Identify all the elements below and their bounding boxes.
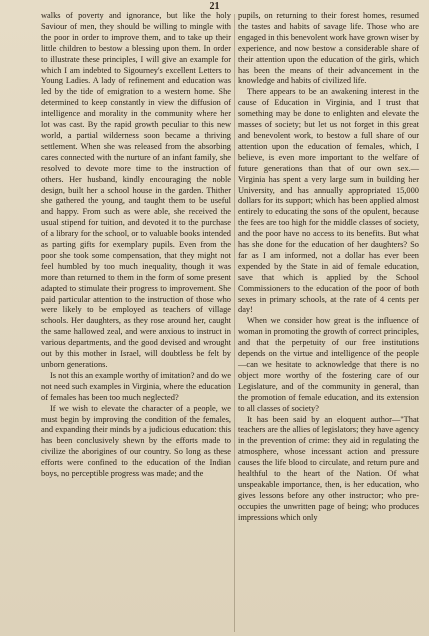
left-column [41, 11, 231, 480]
paragraph: It has been said by an eloquent author—"That teachers are the allies of legislators; they have agency in the prevention of crime: they aid in regulating the atmosphere, whose incessant action and pressure causes the life blood to circulate, and return pure and healthful to the heart of the Nation. Of what unspeakable importance, then, is her education, who gives lessons before any other instructor; who pre-occupies the unwritten page of being; who produces impressions which only [238, 414, 419, 522]
paragraph: walks of poverty and ignorance, but like the holy Saviour of men, they should be willing to mingle with the poor in order to improve them, and to take up their little children to bestow a blessing upon them. In order to illustrate these principles, I will give an example for which I am indebted to Sigourney's excellent Letters to Young Ladies. A lady of refinement and education was led by the tide of emigration to a western home. She determined to keep constantly in view the diffusion of intelligence and morality in the community where her lot was cast. By the rapid growth peculiar to this new world, a partial wilderness soon became a thriving settlement. When she was released from the absorbing cares connected with the nurture of an infant family, she resolved to devote more time to the instruction of others. Her husband, kindly encouraging the noble design, built her a school house in the garden. Thither she gathered the young, and taught them to be useful and happy. From such as were able, she received the usual stipend for tuition, and devoted it to the purchase of a library for the school, or to valuable books intended as parting gifts for exemplary pupils. Even from the poor she took some compensation, that they might not feel humbled by too much inequality, though it was more than returned to them in the form of some present adapted to stimulate their progress to improvement. She paid particular attention to the instruction of those who were likely to be employed as teachers of village schools. Her daughters, as they rose around her, caught the same hallowed zeal, and were anxious to instruct in various departments, and the good devised and wrought out by this mother in Israel, will doubtless be felt by unborn generations. [41, 11, 231, 369]
paragraph: When we consider how great is the influence of woman in promoting the growth of correct principles, and that the perpetuity of our free institutions depends on the virtue and intelligence of the people—can we hesitate to acknowledge that there is no object more worthy of the fostering care of our Legislature, and of the community in general, than the promotion of female education, and its extension to all classes of society? [238, 316, 419, 413]
right-column [238, 11, 419, 524]
paragraph: If we wish to elevate the character of a people, we must begin by improving the condition of the females, and expanding their minds by a judicious education: this has been conclusively shewn by the efforts made to civilize the aborigines of our country. So long as these efforts were confined to the education of the Indian boys, no perceptible progress was made; and the [41, 403, 231, 479]
paragraph: There appears to be an awakening interest in the cause of Education in Virginia, and I trust that something may be done to enlighten and elevate the masses of society; but let us not forget in this great and benevolent work, to bestow a full share of our attention upon the education of females, which, I believe, is even more important to the welfare of future generations than that of our own sex.—Virginia has spent a very large sum in building her University, and has annually appropriated 15,000 dollars for its support; which has been applied almost entirely to educating the sons of the opulent, because the fees are too high for the middle classes of society, and the poor have no access to its benefits. But what has she done for the education of her daughters? So far as I am informed, not a dollar has ever been expended by the State in aid of female education, save that which is applied by the School Commissioners to the education of the poor of both sexes in primary schools, at the rate of 4 cents per day! [238, 87, 419, 315]
column-divider [234, 14, 235, 632]
paragraph: pupils, on returning to their forest homes, resumed the tastes and habits of savage life. Those who are engaged in this benevolent work have grown wiser by experience, and now bestow a considerable share of their attention upon the education of the girls, which has been the means of their advancement in the knowledge and habits of civilized life. [238, 11, 419, 86]
paragraph: Is not this an example worthy of imitation? and do we not need such examples in Virginia, where the education of females has been too much neglected? [41, 370, 231, 402]
page-number: 21 [209, 1, 220, 12]
